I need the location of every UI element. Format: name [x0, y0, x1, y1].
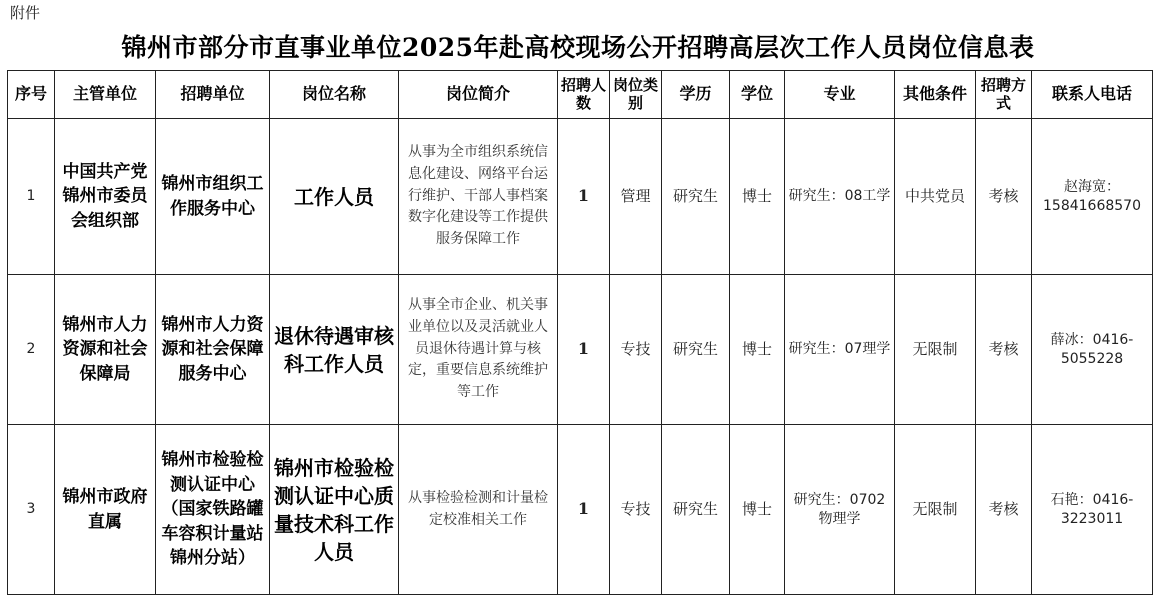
attachment-label: 附件	[10, 4, 41, 22]
table-row	[8, 275, 1153, 425]
cell-contact: 薛冰：0416-5055228	[1032, 275, 1153, 425]
header-position: 岗位名称	[270, 71, 399, 119]
cell-employer: 锦州市检验检测认证中心（国家铁路罐车容积计量站锦州分站）	[156, 425, 270, 595]
cell-other: 中共党员	[895, 119, 976, 275]
cell-supervisor: 中国共产党锦州市委员会组织部	[55, 119, 156, 275]
header-other: 其他条件	[895, 71, 976, 119]
cell-major: 研究生：0702物理学	[785, 425, 895, 595]
cell-education: 研究生	[662, 425, 730, 595]
cell-seq: 1	[8, 119, 55, 275]
cell-seq: 3	[8, 425, 55, 595]
cell-position: 锦州市检验检测认证中心质量技术科工作人员	[270, 425, 399, 595]
cell-description: 从事为全市组织系统信息化建设、网络平台运行维护、干部人事档案数字化建设等工作提供服务保障工作	[399, 119, 558, 275]
positions-table	[7, 70, 1153, 595]
cell-degree: 博士	[730, 275, 785, 425]
cell-degree: 博士	[730, 119, 785, 275]
cell-description: 从事全市企业、机关事业单位以及灵活就业人员退休待遇计算与核定，重要信息系统维护等工作	[399, 275, 558, 425]
cell-count: 1	[558, 119, 610, 275]
cell-method: 考核	[976, 275, 1032, 425]
cell-contact: 赵海宽：15841668570	[1032, 119, 1153, 275]
cell-seq: 2	[8, 275, 55, 425]
cell-degree: 博士	[730, 425, 785, 595]
header-major: 专业	[785, 71, 895, 119]
cell-supervisor: 锦州市政府直属	[55, 425, 156, 595]
cell-supervisor: 锦州市人力资源和社会保障局	[55, 275, 156, 425]
cell-major: 研究生：08工学	[785, 119, 895, 275]
header-supervisor: 主管单位	[55, 71, 156, 119]
cell-method: 考核	[976, 119, 1032, 275]
cell-category: 专技	[610, 425, 662, 595]
cell-major: 研究生：07理学	[785, 275, 895, 425]
cell-method: 考核	[976, 425, 1032, 595]
cell-other: 无限制	[895, 425, 976, 595]
cell-description: 从事检验检测和计量检定校准相关工作	[399, 425, 558, 595]
cell-other: 无限制	[895, 275, 976, 425]
table-row	[8, 119, 1153, 275]
cell-position: 工作人员	[270, 119, 399, 275]
header-count: 招聘人数	[558, 71, 610, 119]
cell-category: 管理	[610, 119, 662, 275]
cell-employer: 锦州市人力资源和社会保障服务中心	[156, 275, 270, 425]
cell-contact: 石艳：0416-3223011	[1032, 425, 1153, 595]
header-method: 招聘方式	[976, 71, 1032, 119]
cell-education: 研究生	[662, 275, 730, 425]
header-education: 学历	[662, 71, 730, 119]
header-description: 岗位简介	[399, 71, 558, 119]
cell-education: 研究生	[662, 119, 730, 275]
cell-employer: 锦州市组织工作服务中心	[156, 119, 270, 275]
header-degree: 学位	[730, 71, 785, 119]
header-contact: 联系人电话	[1032, 71, 1153, 119]
header-employer: 招聘单位	[156, 71, 270, 119]
page-title: 锦州市部分市直事业单位2025年赴高校现场公开招聘高层次工作人员岗位信息表	[121, 33, 1035, 62]
header-seq: 序号	[8, 71, 55, 119]
cell-count: 1	[558, 425, 610, 595]
table-row	[8, 425, 1153, 595]
cell-count: 1	[558, 275, 610, 425]
cell-category: 专技	[610, 275, 662, 425]
header-category: 岗位类别	[610, 71, 662, 119]
cell-position: 退休待遇审核科工作人员	[270, 275, 399, 425]
table-header-row	[8, 71, 1153, 119]
